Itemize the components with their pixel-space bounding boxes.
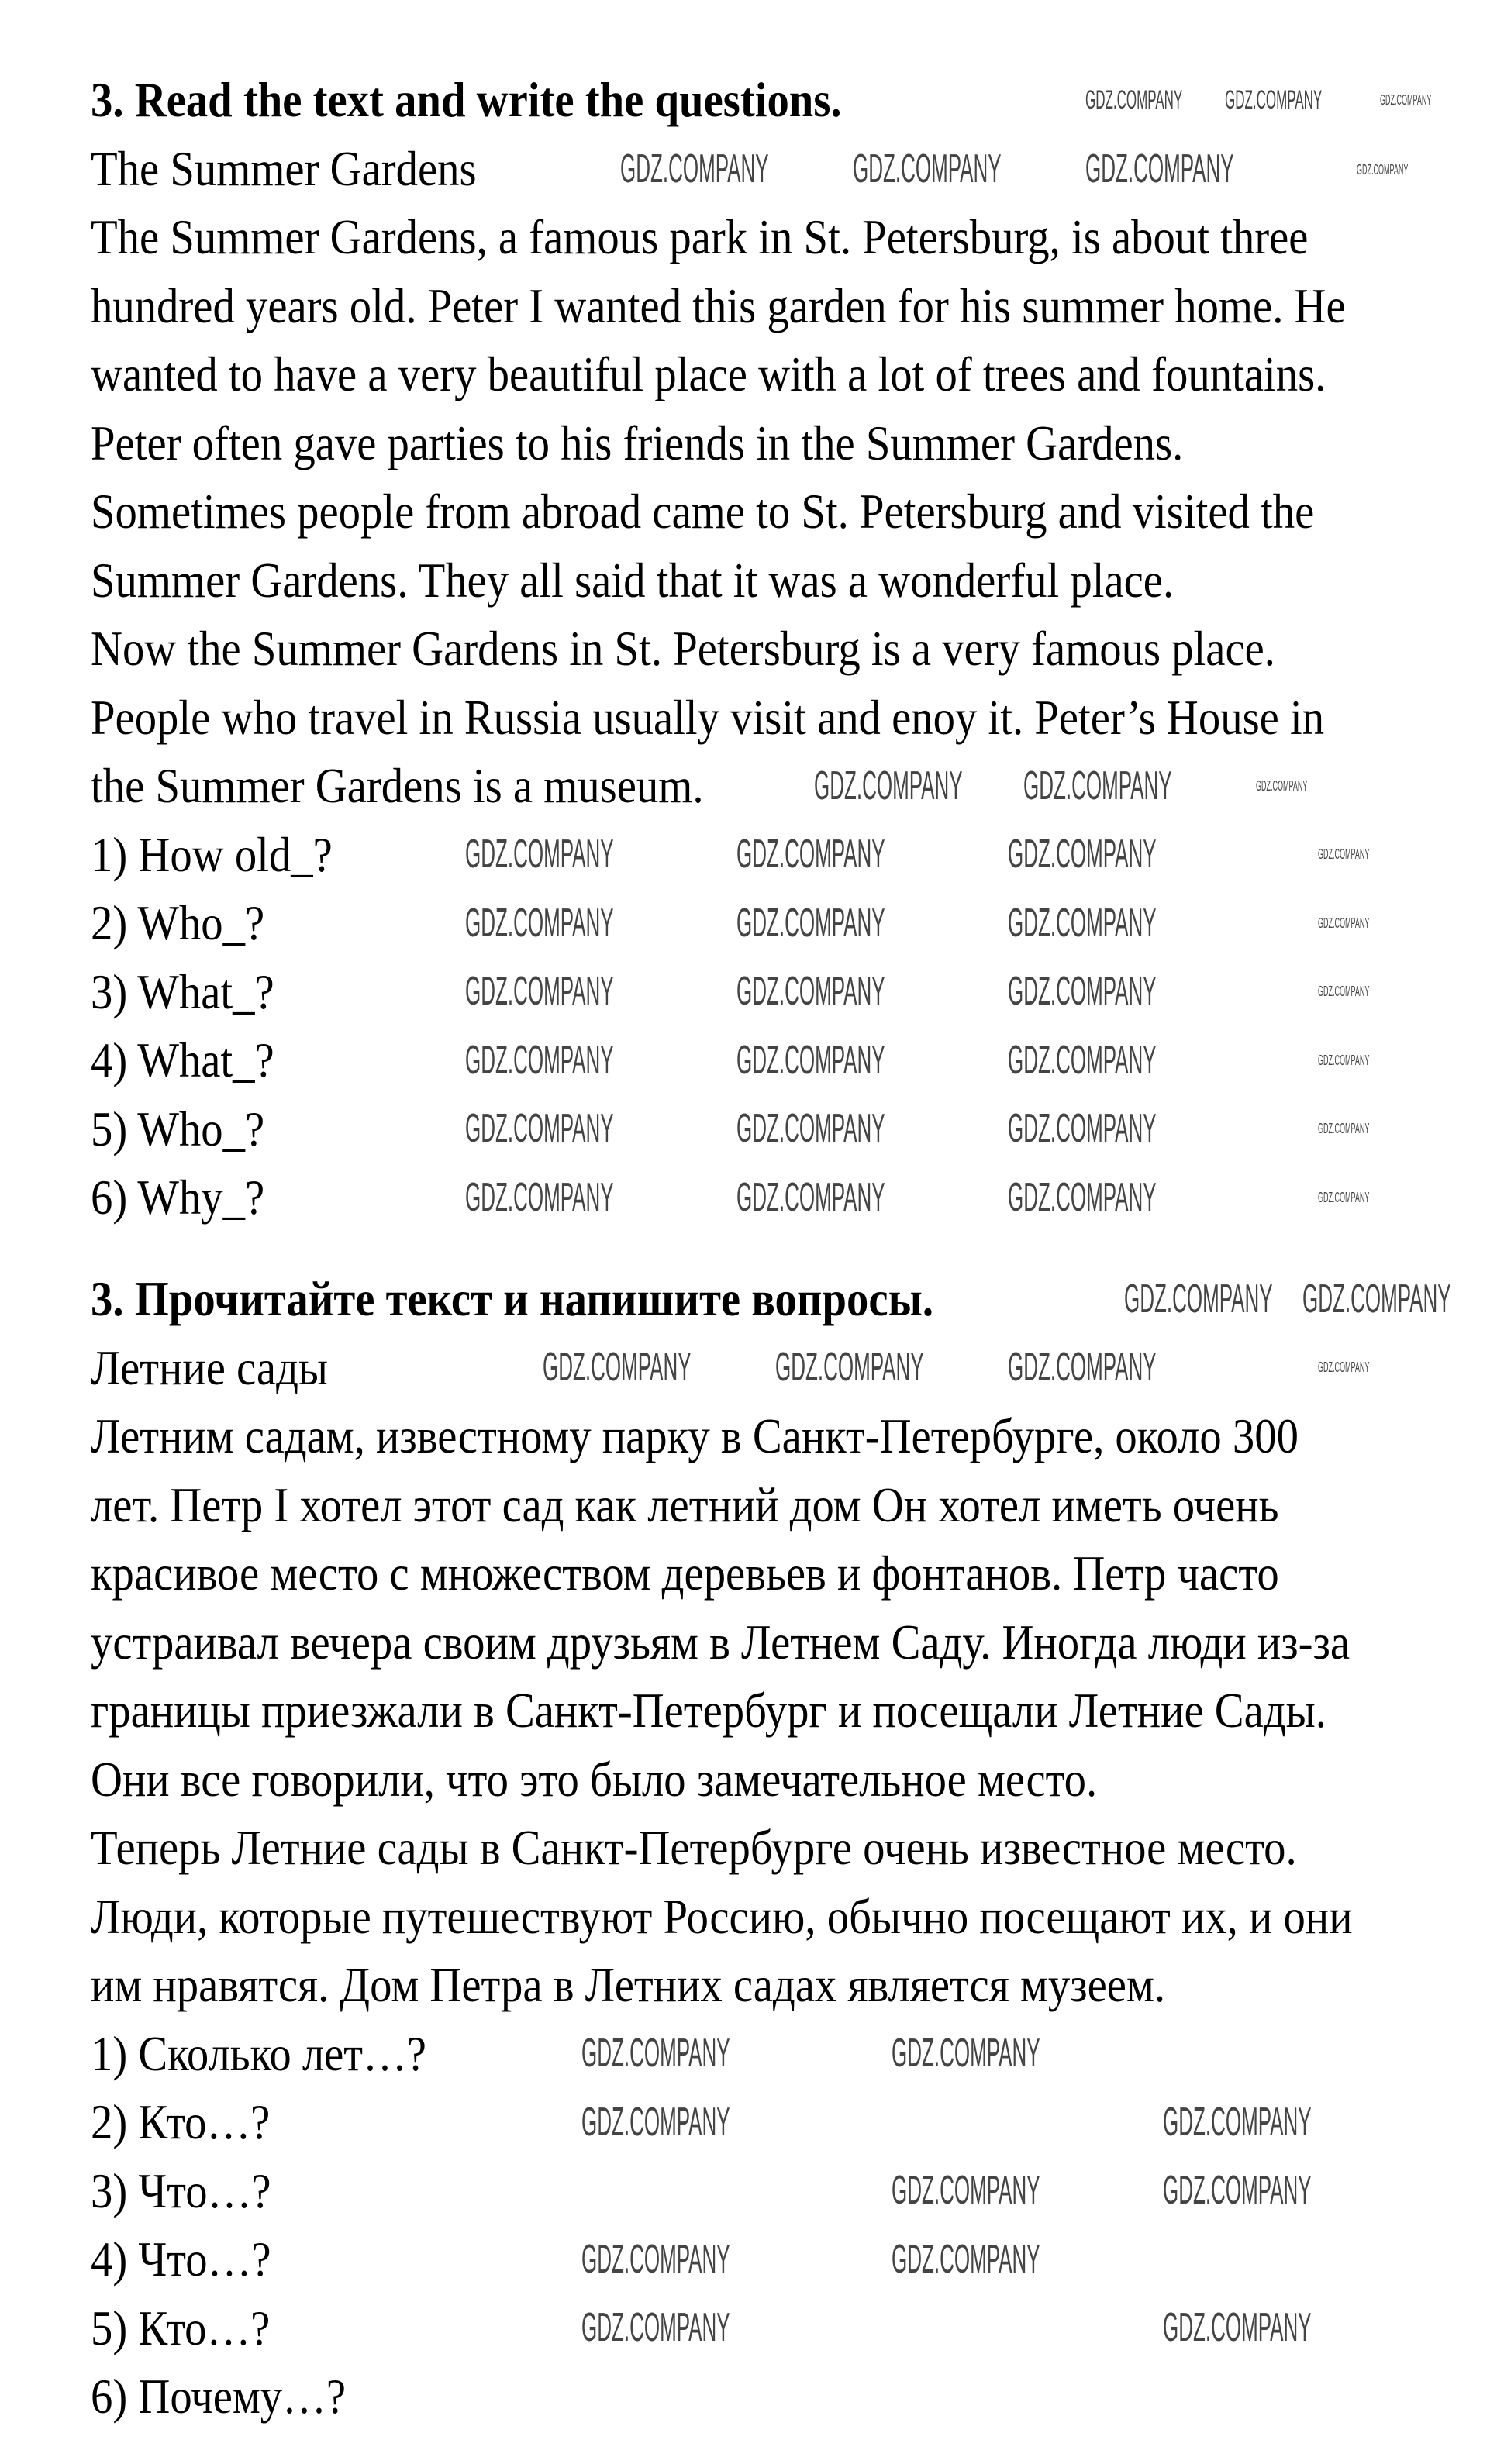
watermark: GDZ.COMPANY [775,1345,924,1390]
watermark: GDZ.COMPANY [465,1175,614,1220]
watermark: GDZ.COMPANY [1085,85,1183,115]
exercise-heading: 3. Read the text and write the questions. [91,73,842,127]
watermark: GDZ.COMPANY [814,763,963,808]
watermark: GDZ.COMPANY [736,969,885,1014]
text-line: устраивал вечера своим друзьям в Летнем Саду. Иногда люди из-за [91,1615,1350,1670]
watermark: GDZ.COMPANY [1008,1106,1157,1151]
watermark: GDZ.COMPANY [465,1038,614,1083]
text-line: границы приезжали в Санкт-Петербург и посещали Летние Сады. [91,1683,1326,1738]
watermark: GDZ.COMPANY [1023,763,1172,808]
text-line: Summer Gardens. They all said that it was a wonderful place. [91,553,1174,608]
watermark: GDZ.COMPANY [1302,1277,1451,1322]
watermark: GDZ.COMPANY [1085,146,1234,191]
text-line: Now the Summer Gardens in St. Petersburg is a very famous place. [91,622,1275,676]
text-line: Sometimes people from abroad came to St. Petersburg and visited the [91,484,1315,539]
watermark: GDZ.COMPANY [1357,162,1409,177]
watermark: GDZ.COMPANY [892,2031,1040,2076]
question: 3) Что…? [91,2163,271,2218]
watermark: GDZ.COMPANY [465,1106,614,1151]
question: 6) Почему…? [91,2369,347,2424]
text-line: Peter often gave parties to his friends in the Summer Gardens. [91,415,1184,470]
question: 4) What_? [91,1033,274,1087]
text-title: The Summer Gardens [91,141,477,196]
watermark: GDZ.COMPANY [892,2168,1040,2213]
text-line: the Summer Gardens is a museum. [91,759,704,813]
watermark: GDZ.COMPANY [543,1345,692,1390]
watermark: GDZ.COMPANY [1225,85,1323,115]
english-section [91,66,1486,1232]
watermark: GDZ.COMPANY [581,2031,730,2076]
text-line: hundred years old. Peter I wanted this garden for his summer home. He [91,278,1346,333]
watermark: GDZ.COMPANY [736,901,885,946]
text-line: красивое место с множеством деревьев и фонтанов. Петр часто [91,1546,1279,1601]
text-line: People who travel in Russia usually visit and enoy it. Peter’s House in [91,690,1325,745]
watermark: GDZ.COMPANY [465,969,614,1014]
watermark: GDZ.COMPANY [1318,915,1370,931]
watermark: GDZ.COMPANY [892,2237,1040,2282]
question: 1) Сколько лет…? [91,2026,426,2081]
question: 5) Who_? [91,1101,265,1156]
watermark: GDZ.COMPANY [1318,1360,1370,1375]
watermark: GDZ.COMPANY [1008,901,1157,946]
watermark: GDZ.COMPANY [465,832,614,877]
watermark: GDZ.COMPANY [1008,1175,1157,1220]
text-line: лет. Петр I хотел этот сад как летний дом Он хотел иметь очень [91,1477,1279,1532]
watermark: GDZ.COMPANY [736,1038,885,1083]
watermark: GDZ.COMPANY [1163,2168,1312,2213]
question: 5) Кто…? [91,2300,271,2355]
watermark: GDZ.COMPANY [1318,1121,1370,1136]
russian-section [91,1265,1486,2431]
watermark: GDZ.COMPANY [1318,1190,1370,1205]
watermark: GDZ.COMPANY [1380,92,1432,108]
watermark: GDZ.COMPANY [465,901,614,946]
text-title: Летние сады [91,1340,329,1395]
watermark: GDZ.COMPANY [1008,1038,1157,1083]
watermark: GDZ.COMPANY [1163,2305,1312,2350]
watermark: GDZ.COMPANY [1008,1345,1157,1390]
text-line: им нравятся. Дом Петра в Летних садах является музеем. [91,1958,1165,2012]
question: 4) Что…? [91,2232,271,2287]
question: 1) How old_? [91,827,333,882]
watermark: GDZ.COMPANY [1008,969,1157,1014]
watermark: GDZ.COMPANY [1318,846,1370,862]
text-line: Они все говорили, что это было замечательное место. [91,1752,1098,1807]
watermark: GDZ.COMPANY [736,832,885,877]
watermark: GDZ.COMPANY [1318,984,1370,999]
watermark: GDZ.COMPANY [853,146,1002,191]
watermark: GDZ.COMPANY [581,2100,730,2145]
watermark: GDZ.COMPANY [736,1106,885,1151]
watermark: GDZ.COMPANY [736,1175,885,1220]
text-line: Люди, которые путешествуют Россию, обычно посещают их, и они [91,1889,1353,1944]
question: 2) Кто…? [91,2095,271,2149]
question: 6) Why_? [91,1170,265,1225]
watermark: GDZ.COMPANY [1124,1277,1273,1322]
text-line: wanted to have a very beautiful place with a lot of trees and fountains. [91,347,1326,401]
text-line: Теперь Летние сады в Санкт-Петербурге очень известное место. [91,1821,1297,1875]
exercise-heading: 3. Прочитайте текст и напишите вопросы. [91,1272,934,1326]
watermark: GDZ.COMPANY [1256,778,1308,794]
watermark: GDZ.COMPANY [1008,832,1157,877]
watermark: GDZ.COMPANY [1318,1053,1370,1068]
question: 2) Who_? [91,896,265,950]
watermark: GDZ.COMPANY [1163,2100,1312,2145]
text-line: The Summer Gardens, a famous park in St. Petersburg, is about three [91,210,1309,264]
watermark: GDZ.COMPANY [581,2237,730,2282]
text-line: Летним садам, известному парку в Санкт-Петербурге, около 300 [91,1409,1299,1463]
watermark: GDZ.COMPANY [620,146,769,191]
question: 3) What_? [91,964,274,1019]
watermark: GDZ.COMPANY [581,2305,730,2350]
